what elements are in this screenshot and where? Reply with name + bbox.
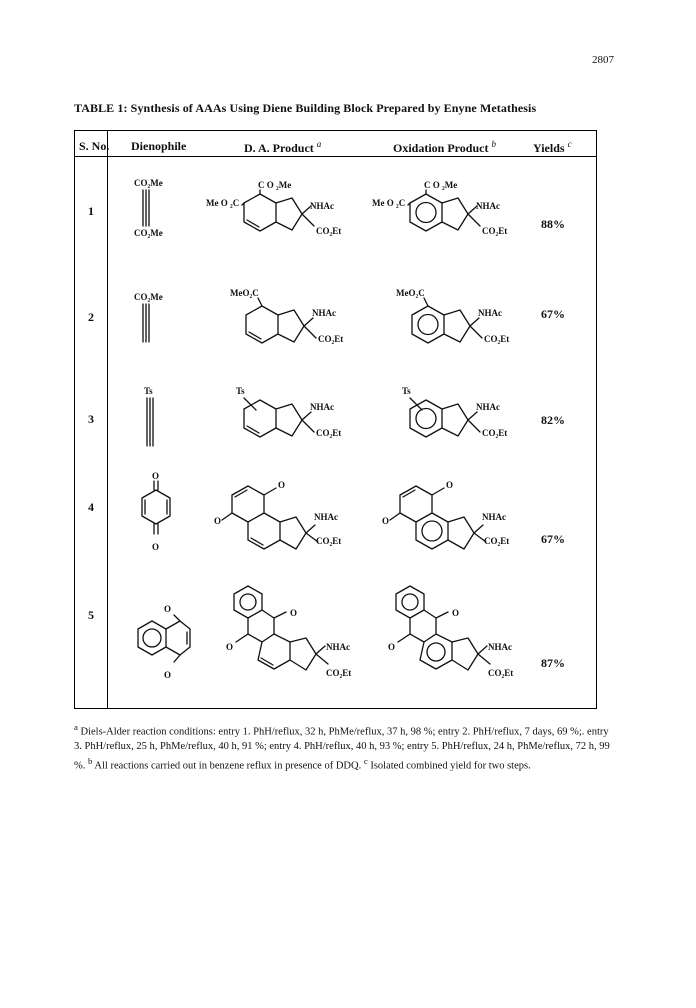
header-da-product xyxy=(244,139,321,156)
nhac-label: NHAc xyxy=(310,402,334,412)
oxygen-label: O xyxy=(290,608,298,618)
nhac-label: NHAc xyxy=(310,201,334,211)
co2me-label: C O ₂Me xyxy=(258,180,292,190)
row-4-yield: 67% xyxy=(541,532,565,546)
row-3-yield: 82% xyxy=(541,413,565,427)
header-sno: S. No. xyxy=(79,139,110,153)
footnote-mark-a: a xyxy=(316,139,322,149)
co2et-label: CO₂Et xyxy=(484,334,510,344)
footnote-mark-b: b xyxy=(491,139,496,149)
row-2-da-product-structure xyxy=(220,284,360,364)
ts-label: Ts xyxy=(236,386,245,396)
oxygen-label: O xyxy=(226,642,234,652)
footnote-c-mark: c xyxy=(363,755,368,766)
co2et-label: CO₂Et xyxy=(488,668,514,678)
meo2c-label: MeO₂C xyxy=(230,288,259,298)
footnote-a-text: Diels-Alder reaction conditions: entry 1. PhH/reflux, 32 h, PhMe/reflux, 37 h, 98 %; entry 2. PhH/reflux, 7 days, 69 %;. entry 3. PhH/reflux, 25 h, PhMe/reflux, 40 h, 91 %; entry 4. PhH/reflux, 40 h, 93 %; entry 5. PhH/reflux, 24 h, PhMe/reflux, 72 h, 99 %. xyxy=(74,726,610,771)
ts-label: Ts xyxy=(402,386,411,396)
nhac-label: NHAc xyxy=(478,308,502,318)
meo2c-label: Me O ₂C xyxy=(372,198,406,208)
co2et-label: CO₂Et xyxy=(482,428,508,438)
co2me-label: CO₂Me xyxy=(134,178,163,188)
row-5-dienophile-structure xyxy=(118,602,198,682)
meo2c-label: Me O ₂C xyxy=(206,198,240,208)
row-2-sno: 2 xyxy=(88,310,94,324)
header-rule xyxy=(74,156,597,157)
oxygen-label: O xyxy=(164,670,172,680)
row-3-sno: 3 xyxy=(88,412,94,426)
nhac-label: NHAc xyxy=(314,512,338,522)
header-dienophile: Dienophile xyxy=(131,139,187,153)
row-3-da-product-structure xyxy=(232,384,362,464)
row-5-oxidation-product-structure xyxy=(384,582,534,694)
footnote-b-text: All reactions carried out in benzene reflux in presence of DDQ. xyxy=(94,760,362,771)
footnote-mark-c: c xyxy=(567,139,572,149)
header-oxidation-product xyxy=(393,139,496,156)
co2et-label: CO₂Et xyxy=(318,334,344,344)
nhac-label: NHAc xyxy=(482,512,506,522)
footnote-b-mark: b xyxy=(88,755,93,766)
header-oxidation-product-text: Oxidation Product xyxy=(393,141,489,155)
header-yields xyxy=(533,139,572,156)
row-2-oxidation-product-structure xyxy=(386,284,526,364)
oxygen-label: O xyxy=(388,642,396,652)
ts-label: Ts xyxy=(144,386,153,396)
co2et-label: CO₂Et xyxy=(316,536,342,546)
row-4-sno: 4 xyxy=(88,500,94,514)
nhac-label: NHAc xyxy=(326,642,350,652)
row-4-dienophile-structure xyxy=(132,470,182,555)
co2et-label: CO₂Et xyxy=(316,428,342,438)
row-1-yield: 88% xyxy=(541,217,565,231)
row-4-da-product-structure xyxy=(212,476,372,566)
footnote-a-mark: a xyxy=(74,722,78,732)
oxygen-label: O xyxy=(214,516,222,526)
nhac-label: NHAc xyxy=(476,402,500,412)
co2et-label: CO₂Et xyxy=(484,536,510,546)
header-yields-text: Yields xyxy=(533,141,565,155)
nhac-label: NHAc xyxy=(488,642,512,652)
oxygen-label: O xyxy=(164,604,172,614)
co2me-label: C O ₂Me xyxy=(424,180,458,190)
nhac-label: NHAc xyxy=(476,201,500,211)
row-1-da-product-structure xyxy=(204,176,354,256)
row-3-dienophile-structure xyxy=(138,384,178,454)
table-title: TABLE 1: Synthesis of AAAs Using Diene Building Block Prepared by Enyne Metathesis xyxy=(74,101,537,115)
row-1-oxidation-product-structure xyxy=(370,176,520,256)
oxygen-label: O xyxy=(278,480,286,490)
row-1-dienophile-structure xyxy=(130,176,180,246)
row-3-oxidation-product-structure xyxy=(398,384,528,464)
co2me-label: CO₂Me xyxy=(134,228,163,238)
oxygen-label: O xyxy=(452,608,460,618)
co2et-label: CO₂Et xyxy=(316,226,342,236)
column-divider xyxy=(107,130,108,709)
oxygen-label: O xyxy=(446,480,454,490)
co2et-label: CO₂Et xyxy=(482,226,508,236)
page-number: 2807 xyxy=(592,54,614,66)
row-4-oxidation-product-structure xyxy=(380,476,540,566)
row-2-yield: 67% xyxy=(541,307,565,321)
nhac-label: NHAc xyxy=(312,308,336,318)
row-5-da-product-structure xyxy=(222,582,372,694)
meo2c-label: MeO₂C xyxy=(396,288,425,298)
row-5-sno: 5 xyxy=(88,608,94,622)
table-footnotes xyxy=(74,720,614,773)
row-5-yield: 87% xyxy=(541,656,565,670)
row-1-sno: 1 xyxy=(88,204,94,218)
co2me-label: CO₂Me xyxy=(134,292,163,302)
oxygen-label: O xyxy=(152,471,160,481)
oxygen-label: O xyxy=(382,516,390,526)
header-da-product-text: D. A. Product xyxy=(244,141,314,155)
row-2-dienophile-structure xyxy=(130,290,180,350)
oxygen-label: O xyxy=(152,542,160,552)
co2et-label: CO₂Et xyxy=(326,668,352,678)
footnote-c-text: Isolated combined yield for two steps. xyxy=(370,760,531,771)
